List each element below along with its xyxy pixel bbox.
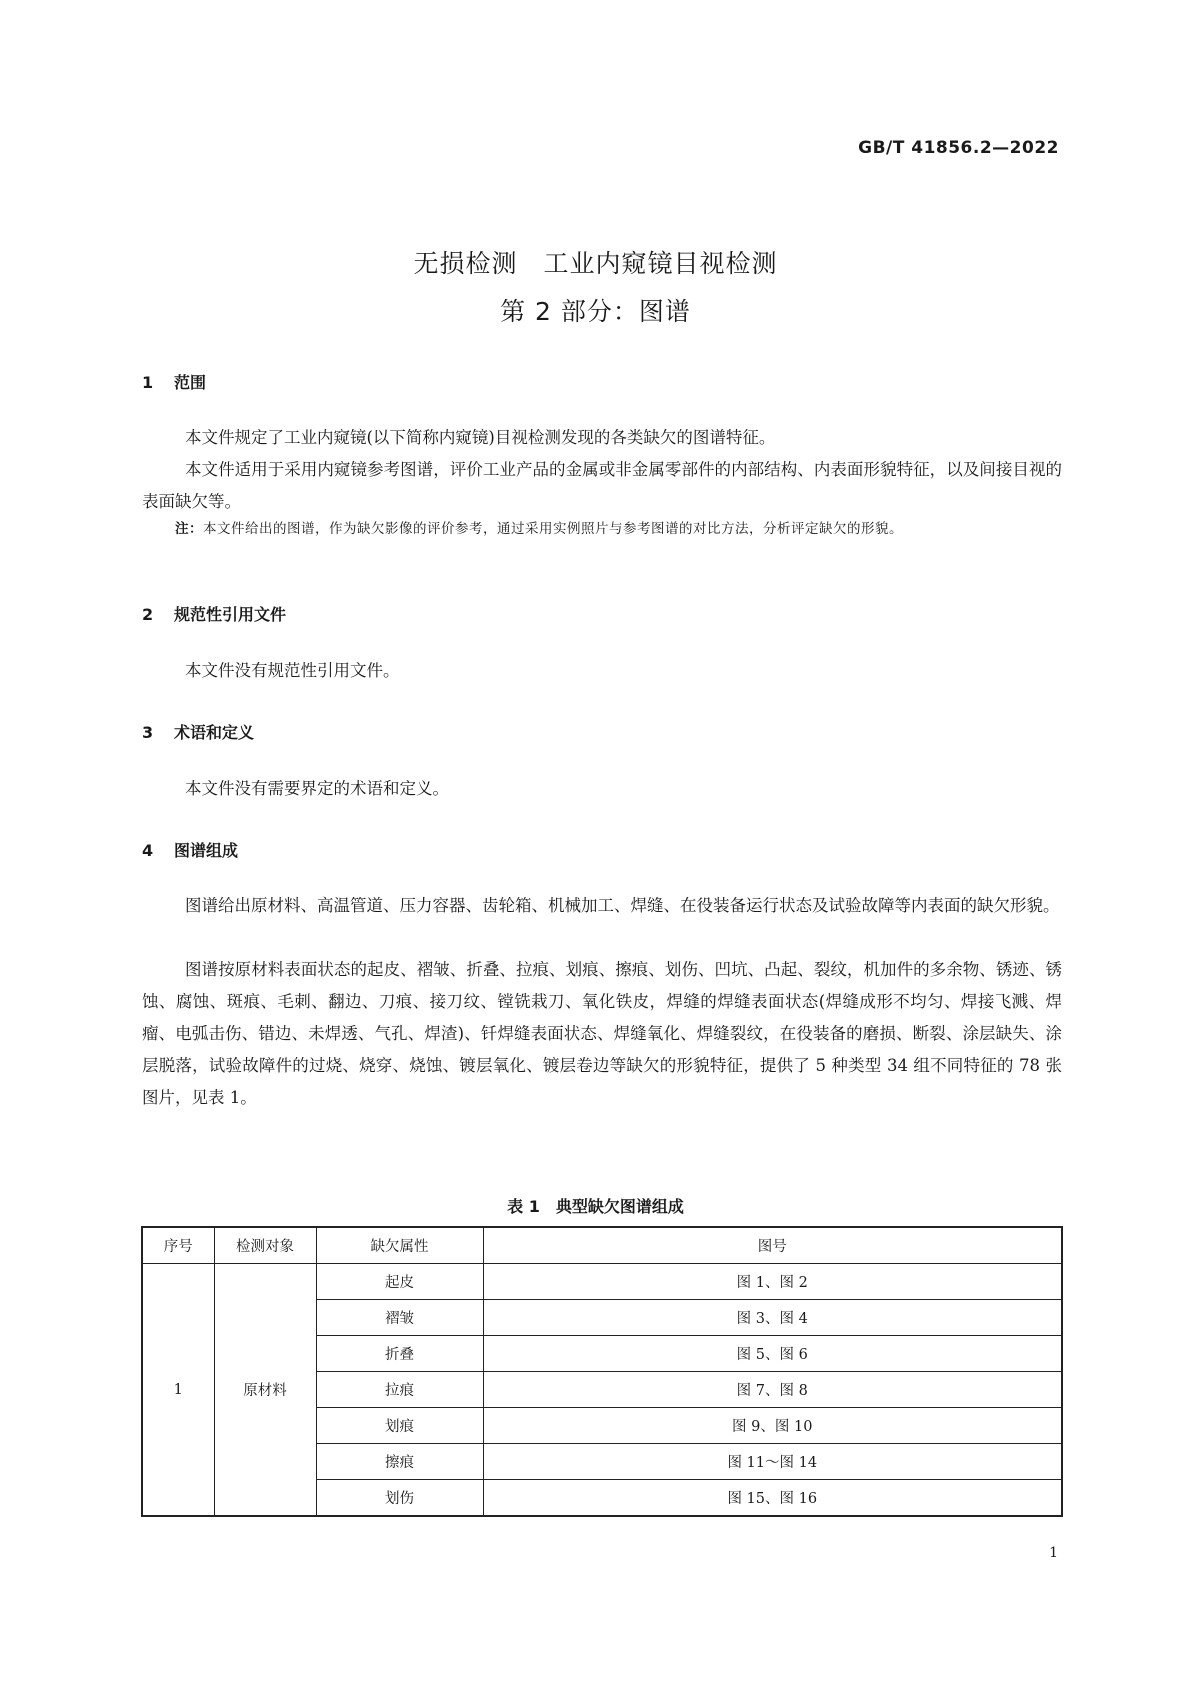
- cell-attr: 划伤: [316, 1480, 483, 1517]
- atlas-paragraph-1: 图谱给出原材料、高温管道、压力容器、齿轮箱、机械加工、焊缝、在役装备运行状态及试验故障等内表面的缺欠形貌。: [185, 896, 1060, 915]
- scope-paragraph-1: 本文件规定了工业内窥镜(以下简称内窥镜)目视检测发现的各类缺欠的图谱特征。: [185, 428, 776, 447]
- cell-fig: 图 5、图 6: [483, 1336, 1062, 1372]
- cell-attr: 划痕: [316, 1408, 483, 1444]
- table-caption: 表 1 典型缺欠图谱组成: [507, 1197, 684, 1216]
- cell-attr: 起皮: [316, 1264, 483, 1300]
- cell-fig: 图 9、图 10: [483, 1408, 1062, 1444]
- standard-code: GB/T 41856.2—2022: [858, 138, 1059, 158]
- cell-fig: 图 15、图 16: [483, 1480, 1062, 1517]
- note-label: 注：: [175, 521, 203, 537]
- note-text: 本文件给出的图谱，作为缺欠影像的评价参考，通过采用实例照片与参考图谱的对比方法，分析评定缺欠的形貌。: [203, 521, 903, 537]
- cell-attr: 褶皱: [316, 1300, 483, 1336]
- cell-seq: 1: [142, 1264, 214, 1517]
- scope-paragraph-2: 本文件适用于采用内窥镜参考图谱，评价工业产品的金属或非金属零部件的内部结构、内表面形貌特征，以及间接目视的表面缺欠等。: [142, 460, 1062, 511]
- cell-fig: 图 11～图 14: [483, 1444, 1062, 1480]
- section-title: 规范性引用文件: [174, 605, 287, 624]
- table-header-row: [142, 1227, 1062, 1264]
- cell-attr: 折叠: [316, 1336, 483, 1372]
- page-number: 1: [1049, 1545, 1058, 1561]
- header-seq: 序号: [142, 1227, 214, 1264]
- atlas-paragraph-2: 图谱按原材料表面状态的起皮、褶皱、折叠、拉痕、划痕、擦痕、划伤、凹坑、凸起、裂纹，机加件的多余物、锈迹、锈蚀、腐蚀、斑痕、毛刺、翻边、刀痕、接刀纹、镗铣栽刀、氧化铁皮，焊缝的焊缝表面状态(焊缝成形不均匀、焊接飞溅、焊瘤、电弧击伤、错边、未焊透、气孔、焊渣)、钎焊缝表面状态、焊缝氧化、焊缝裂纹，在役装备的磨损、断裂、涂层缺失、涂层脱落，试验故障件的过烧、烧穿、烧蚀、镀层氧化、镀层卷边等缺欠的形貌特征，提供了 5 种类型 34 组不同特征的 78 张图片，见表 1。: [142, 960, 1062, 1107]
- cell-fig: 图 1、图 2: [483, 1264, 1062, 1300]
- document-title: 无损检测 工业内窥镜目视检测: [413, 249, 778, 278]
- scope-note: [175, 516, 1098, 543]
- cell-fig: 图 3、图 4: [483, 1300, 1062, 1336]
- cell-fig: 图 7、图 8: [483, 1372, 1062, 1408]
- table-row: [142, 1264, 1062, 1300]
- section-number: 1: [142, 373, 154, 392]
- section-heading-scope: [142, 370, 206, 393]
- terms-paragraph: 本文件没有需要界定的术语和定义。: [185, 779, 449, 798]
- section-number: 3: [142, 723, 154, 742]
- section-number: 2: [142, 605, 154, 624]
- section-heading-terms: [142, 720, 254, 743]
- section-number: 4: [142, 841, 154, 860]
- cell-attr: 拉痕: [316, 1372, 483, 1408]
- section-title: 范围: [174, 373, 207, 392]
- document-subtitle: 第 2 部分：图谱: [500, 297, 691, 326]
- defect-atlas-table: [141, 1226, 1063, 1517]
- normative-refs-paragraph: 本文件没有规范性引用文件。: [185, 661, 400, 680]
- cell-object: 原材料: [214, 1264, 316, 1517]
- section-heading-normative-references: [142, 602, 286, 625]
- section-heading-atlas: [142, 838, 238, 861]
- section-title: 术语和定义: [174, 723, 255, 742]
- cell-attr: 擦痕: [316, 1444, 483, 1480]
- header-attr: 缺欠属性: [316, 1227, 483, 1264]
- header-object: 检测对象: [214, 1227, 316, 1264]
- header-fig: 图号: [483, 1227, 1062, 1264]
- section-title: 图谱组成: [174, 841, 239, 860]
